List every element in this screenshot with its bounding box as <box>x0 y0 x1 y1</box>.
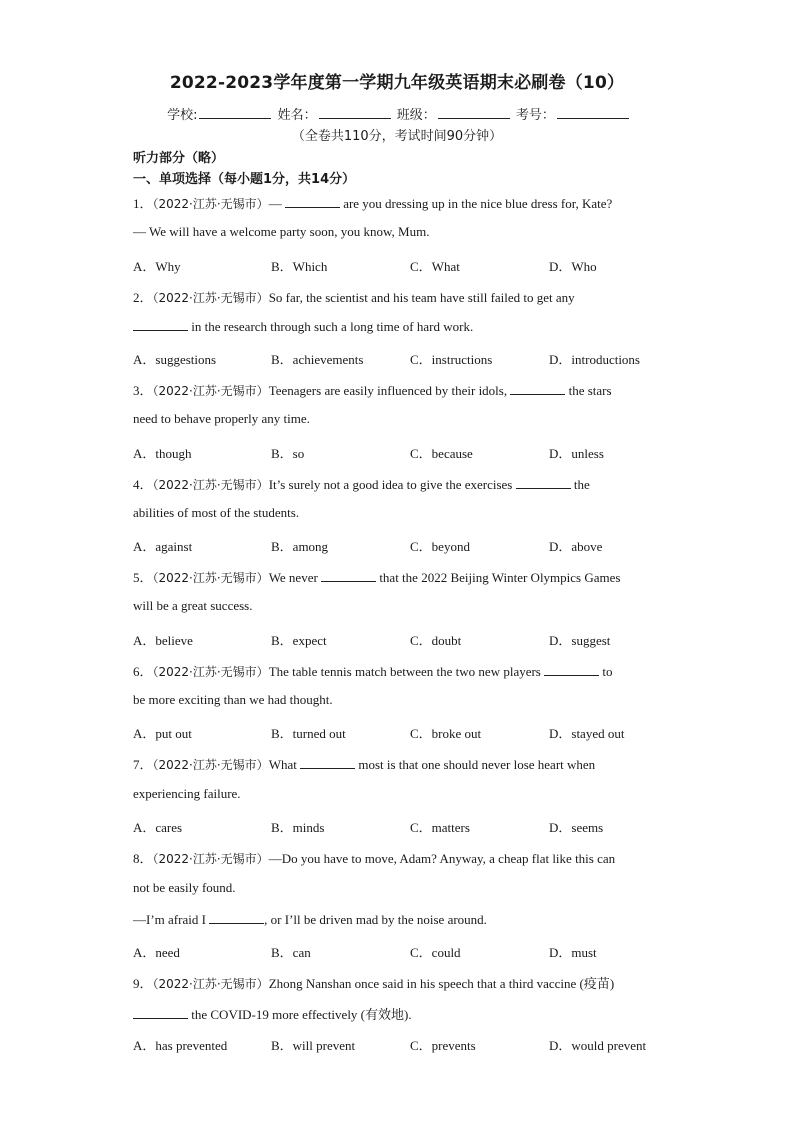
question-line <box>133 754 673 773</box>
answer-blank[interactable] <box>133 318 188 331</box>
school-label: 学校: <box>167 108 198 123</box>
options-row <box>133 256 693 272</box>
option-c[interactable]: C．could <box>410 945 461 960</box>
student-info-line <box>0 104 794 123</box>
option-d[interactable]: D．introductions <box>549 352 640 367</box>
option-b[interactable]: B．turned out <box>271 726 346 741</box>
option-a[interactable]: A．believe <box>133 633 193 648</box>
question-source: （2022·江苏·无锡市） <box>152 665 269 679</box>
question-text: — <box>268 196 285 211</box>
question-text: We never <box>268 570 322 585</box>
question-text: not be easily found. <box>133 880 236 895</box>
option-c[interactable]: C．broke out <box>410 726 482 741</box>
option-b[interactable]: B．among <box>271 539 329 554</box>
question-line <box>133 567 673 586</box>
option-d[interactable]: D．must <box>549 945 597 960</box>
question-source: （2022·江苏·无锡市） <box>152 571 269 585</box>
option-a[interactable]: A．put out <box>133 726 192 741</box>
answer-blank[interactable] <box>209 911 264 924</box>
exam-note: （全卷共110分，考试时间90分钟） <box>291 129 503 144</box>
question-text: —Do you have to move, Adam? Anyway, a cheap flat like this can <box>268 851 616 866</box>
option-a[interactable]: A．against <box>133 539 193 554</box>
question-text: that the 2022 Beijing Winter Olympics Games <box>376 570 621 585</box>
question-text: the <box>570 477 590 492</box>
option-c[interactable]: C．What <box>410 259 460 274</box>
question-source: （2022·江苏·无锡市） <box>152 758 269 772</box>
options-row <box>133 723 693 739</box>
option-d[interactable]: D．would prevent <box>549 1038 647 1053</box>
question-line <box>133 848 673 867</box>
question-text: It’s surely not a good idea to give the exercises <box>268 477 516 492</box>
question-line <box>133 598 673 614</box>
question-text: be more exciting than we had thought. <box>133 692 333 707</box>
question-line <box>133 505 673 521</box>
listening-heading: 听力部分（略） <box>133 151 225 166</box>
question-number: 4． <box>133 477 153 492</box>
option-a[interactable]: A．need <box>133 945 180 960</box>
exam-title: 2022-2023学年度第一学期九年级英语期末必刷卷（10） <box>169 73 625 93</box>
question-text: The table tennis match between the two new players <box>268 664 545 679</box>
answer-blank[interactable] <box>516 476 571 489</box>
question-line <box>133 911 673 928</box>
option-b[interactable]: B．Which <box>271 259 328 274</box>
class-blank[interactable] <box>438 106 510 119</box>
answer-blank[interactable] <box>321 569 376 582</box>
class-label: 班级： <box>396 108 436 123</box>
question-line <box>133 973 673 992</box>
question-line <box>133 411 673 427</box>
school-blank[interactable] <box>199 106 271 119</box>
question-text: —I’m afraid I <box>133 912 210 927</box>
option-d[interactable]: D．stayed out <box>549 726 625 741</box>
question-text: to <box>599 664 613 679</box>
question-text: abilities of most of the students. <box>133 505 300 520</box>
option-b[interactable]: B．can <box>271 945 311 960</box>
question-text: Zhong Nanshan once said in his speech that a third vaccine (疫苗) <box>268 976 615 991</box>
question-number: 3． <box>133 383 153 398</box>
option-b[interactable]: B．achievements <box>271 352 364 367</box>
question-text: What <box>268 757 301 772</box>
question-line <box>133 224 673 240</box>
option-b[interactable]: B．minds <box>271 820 325 835</box>
answer-blank[interactable] <box>544 663 599 676</box>
option-a[interactable]: A．though <box>133 446 192 461</box>
question-text: — We will have a welcome party soon, you know, Mum. <box>133 224 430 239</box>
option-b[interactable]: B．expect <box>271 633 327 648</box>
option-d[interactable]: D．seems <box>549 820 604 835</box>
option-a[interactable]: A．cares <box>133 820 183 835</box>
options-row <box>133 443 693 459</box>
option-a[interactable]: A．suggestions <box>133 352 217 367</box>
options-row <box>133 817 693 833</box>
question-text: the COVID-19 more effectively (有效地). <box>188 1007 412 1022</box>
option-c[interactable]: C．doubt <box>410 633 462 648</box>
question-line <box>133 1004 673 1023</box>
question-number: 2． <box>133 290 153 305</box>
option-c[interactable]: C．because <box>410 446 473 461</box>
question-line <box>133 193 673 212</box>
question-text: So far, the scientist and his team have still failed to get any <box>268 290 575 305</box>
question-source: （2022·江苏·无锡市） <box>152 852 269 866</box>
option-d[interactable]: D．suggest <box>549 633 611 648</box>
question-line <box>133 380 673 399</box>
answer-blank[interactable] <box>510 382 565 395</box>
question-source: （2022·江苏·无锡市） <box>152 197 269 211</box>
option-b[interactable]: B．will prevent <box>271 1038 356 1053</box>
question-text: experiencing failure. <box>133 786 241 801</box>
question-number: 1． <box>133 196 153 211</box>
question-text: need to behave properly any time. <box>133 411 310 426</box>
option-d[interactable]: D．above <box>549 539 603 554</box>
question-number: 5． <box>133 570 153 585</box>
question-line <box>133 318 673 335</box>
option-b[interactable]: B．so <box>271 446 305 461</box>
question-text: are you dressing up in the nice blue dress for, Kate? <box>339 196 613 211</box>
question-line <box>133 287 673 306</box>
options-row <box>133 536 693 552</box>
question-line <box>133 661 673 680</box>
question-text: in the research through such a long time of hard work. <box>188 319 474 334</box>
answer-blank[interactable] <box>133 1006 188 1019</box>
name-blank[interactable] <box>319 106 391 119</box>
option-a[interactable]: A．Why <box>133 259 181 274</box>
answer-blank[interactable] <box>285 195 340 208</box>
options-row <box>133 349 693 365</box>
question-source: （2022·江苏·无锡市） <box>152 291 269 305</box>
options-row <box>133 942 693 958</box>
option-a[interactable]: A．has prevented <box>133 1038 228 1053</box>
name-label: 姓名： <box>277 108 317 123</box>
question-number: 8． <box>133 851 153 866</box>
option-d[interactable]: D．unless <box>549 446 604 461</box>
number-label: 考号： <box>515 108 555 123</box>
option-c[interactable]: C．instructions <box>410 352 493 367</box>
question-text: Teenagers are easily influenced by their idols, <box>268 383 511 398</box>
section-heading: 一、单项选择（每小题1分，共14分） <box>133 172 356 187</box>
answer-blank[interactable] <box>300 756 355 769</box>
question-number: 6． <box>133 664 153 679</box>
question-text: will be a great success. <box>133 598 253 613</box>
option-d[interactable]: D．Who <box>549 259 597 274</box>
question-source: （2022·江苏·无锡市） <box>152 977 269 991</box>
question-line <box>133 474 673 493</box>
option-c[interactable]: C．beyond <box>410 539 470 554</box>
option-c[interactable]: C．matters <box>410 820 470 835</box>
option-c[interactable]: C．prevents <box>410 1038 476 1053</box>
question-number: 9． <box>133 976 153 991</box>
question-number: 7． <box>133 757 153 772</box>
options-row <box>133 630 693 646</box>
question-line <box>133 786 673 802</box>
question-line <box>133 880 673 896</box>
question-source: （2022·江苏·无锡市） <box>152 478 269 492</box>
number-blank[interactable] <box>557 106 629 119</box>
question-line <box>133 692 673 708</box>
question-text: , or I’ll be driven mad by the noise around. <box>264 912 487 927</box>
question-source: （2022·江苏·无锡市） <box>152 384 269 398</box>
question-text: the stars <box>565 383 612 398</box>
question-text: most is that one should never lose heart when <box>355 757 596 772</box>
options-row <box>133 1035 693 1051</box>
